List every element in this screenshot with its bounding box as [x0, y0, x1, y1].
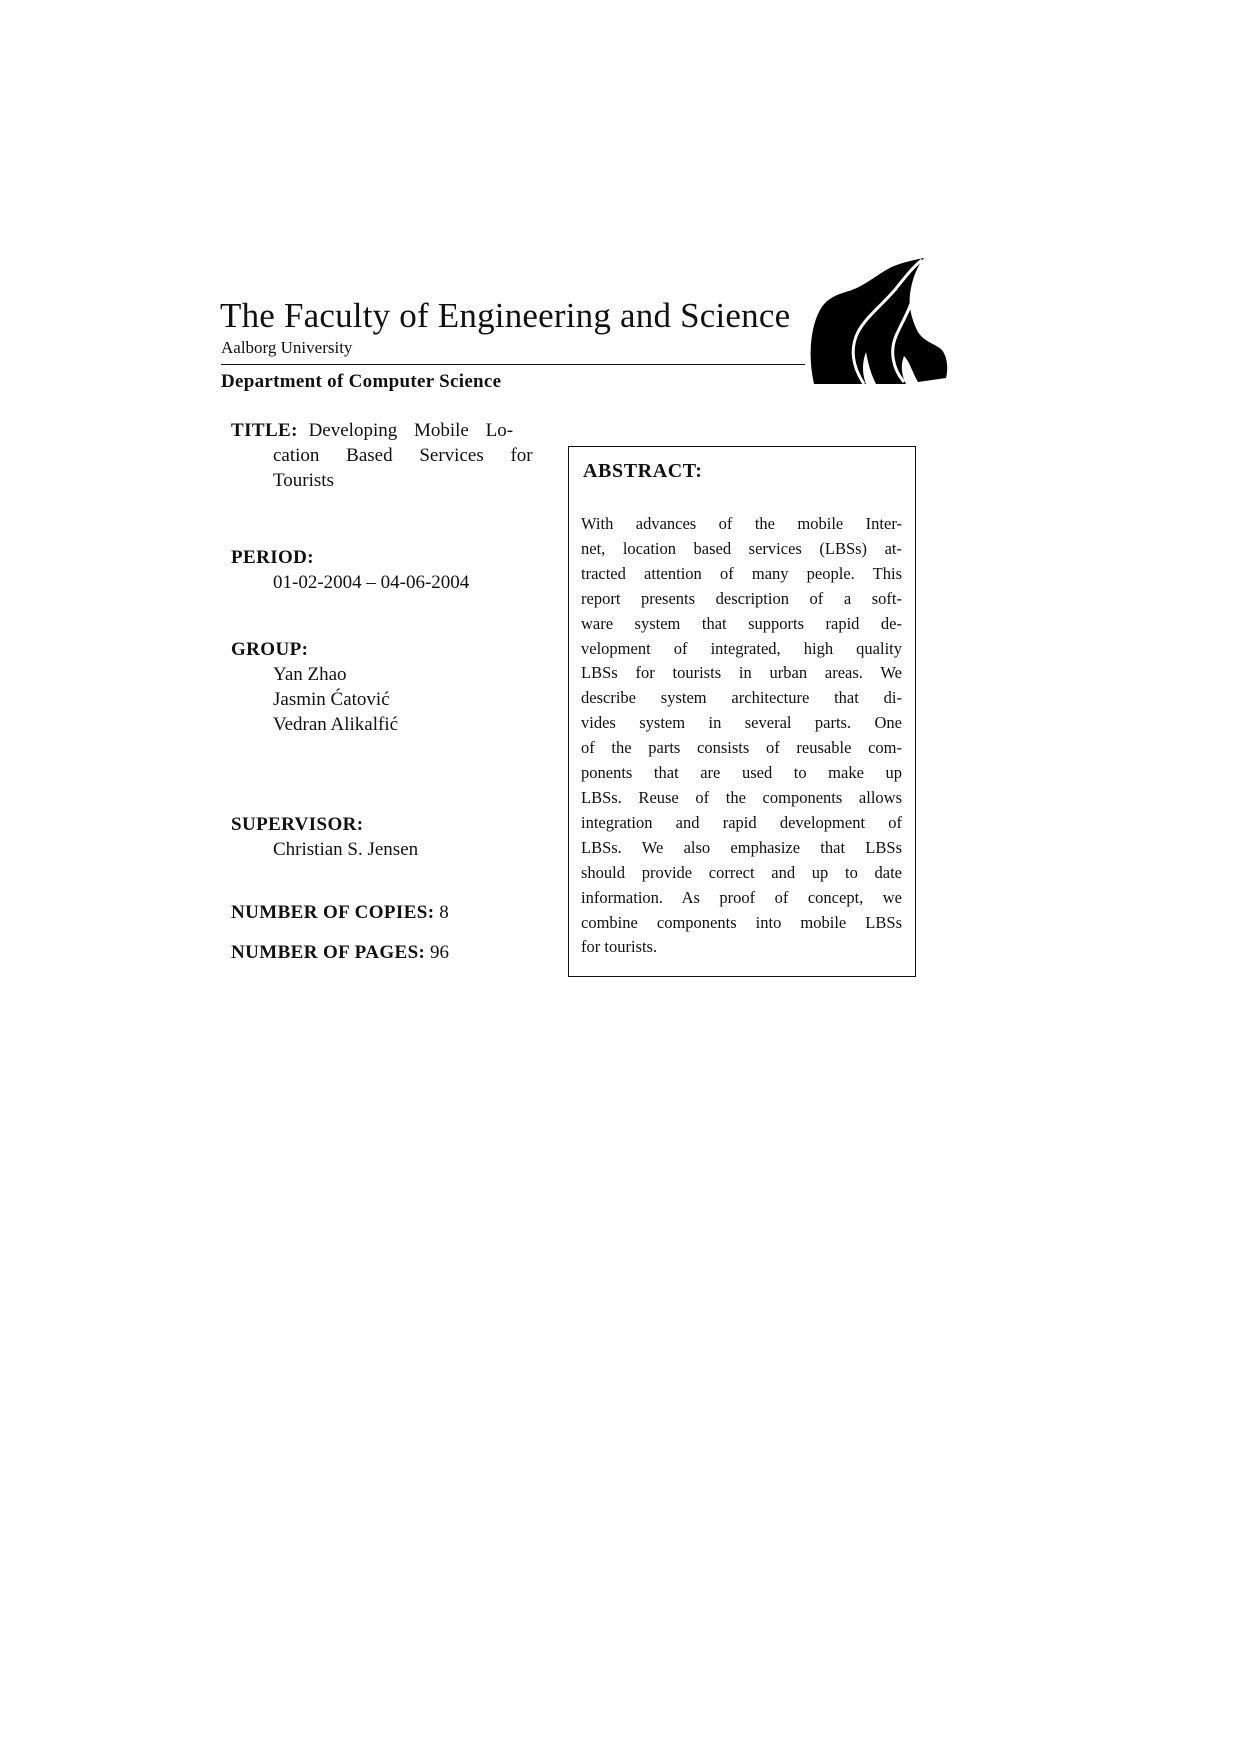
- abstract-heading: ABSTRACT:: [583, 460, 703, 482]
- abstract-line: integration and rapid development of: [581, 812, 902, 832]
- group-field: [231, 637, 543, 737]
- report-details: [231, 418, 543, 965]
- copies-field: [231, 900, 543, 925]
- abstract-line: tracted attention of many people. This: [581, 563, 902, 583]
- supervisor-field: [231, 812, 543, 862]
- abstract-line: net, location based services (LBSs) at-: [581, 538, 902, 558]
- abstract-line: ware system that supports rapid de-: [581, 613, 902, 633]
- pages-field: [231, 940, 543, 965]
- supervisor-label: SUPERVISOR:: [231, 814, 364, 835]
- aalborg-university-logo-icon: [806, 258, 948, 386]
- abstract-line: should provide correct and up to date: [581, 862, 902, 882]
- supervisor-value: Christian S. Jensen: [273, 839, 419, 860]
- abstract-line: report presents description of a soft-: [581, 588, 902, 608]
- abstract-line: ponents that are used to make up: [581, 763, 902, 783]
- abstract-line: With advances of the mobile Inter-: [581, 514, 902, 533]
- abstract-line: vides system in several parts. One: [581, 713, 902, 733]
- group-label: GROUP:: [231, 639, 309, 660]
- title-line-2: cation Based Services for: [273, 445, 533, 466]
- group-member: Jasmin Ćatović: [273, 689, 390, 710]
- copies-value: 8: [439, 902, 449, 923]
- abstract-line: of the parts consists of reusable com-: [581, 738, 902, 758]
- abstract-body: [581, 512, 902, 960]
- abstract-line: information. As proof of concept, we: [581, 887, 902, 907]
- faculty-title: The Faculty of Engineering and Science: [220, 296, 791, 335]
- abstract-line: LBSs. Reuse of the components allows: [581, 787, 902, 807]
- period-field: [231, 545, 543, 595]
- title-line-3: Tourists: [273, 470, 334, 491]
- group-member: Vedran Alikalfić: [273, 714, 399, 735]
- period-value: 01-02-2004 – 04-06-2004: [273, 572, 470, 593]
- pages-label: NUMBER OF PAGES:: [231, 942, 426, 963]
- abstract-line: combine components into mobile LBSs: [581, 912, 902, 932]
- title-field: [231, 418, 543, 493]
- abstract-line: LBSs for tourists in urban areas. We: [581, 663, 902, 683]
- title-line-1: Developing Mobile Lo-: [308, 420, 514, 441]
- title-label: TITLE:: [231, 420, 298, 441]
- pages-value: 96: [430, 942, 450, 963]
- copies-label: NUMBER OF COPIES:: [231, 902, 435, 923]
- abstract-line: for tourists.: [581, 937, 658, 957]
- abstract-line: LBSs. We also emphasize that LBSs: [581, 837, 902, 857]
- department-name: Department of Computer Science: [221, 371, 502, 392]
- period-label: PERIOD:: [231, 547, 315, 568]
- university-name: Aalborg University: [221, 338, 353, 357]
- group-member: Yan Zhao: [273, 664, 347, 685]
- header-rule: [221, 364, 805, 365]
- abstract-line: describe system architecture that di-: [581, 688, 902, 708]
- abstract-line: velopment of integrated, high quality: [581, 638, 902, 658]
- abstract-box: [568, 446, 916, 977]
